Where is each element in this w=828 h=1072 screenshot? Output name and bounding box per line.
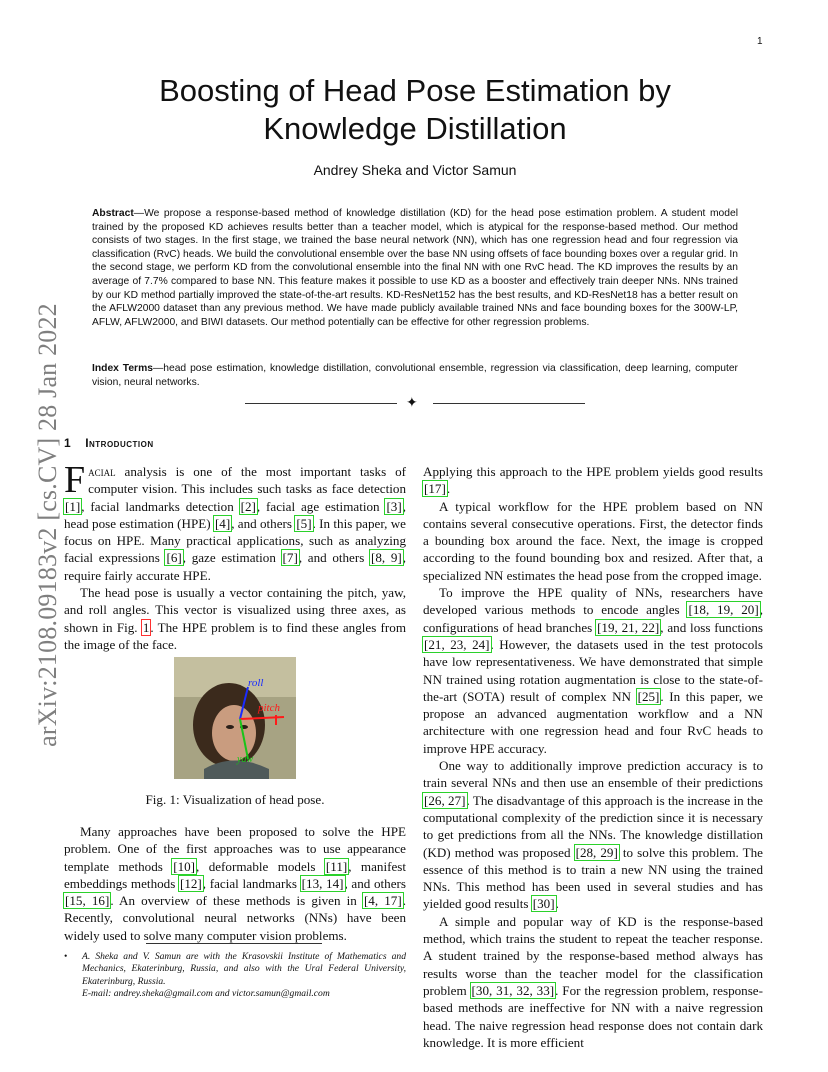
footnote-affiliation: A. Sheka and V. Samun are with the Krasovskii Institute of Mathematics and Mechanics, Ekaterinburg, Russia, and also with the Ural Federal University, Ekaterinburg, Russia.	[82, 951, 406, 987]
paragraph	[423, 913, 763, 1051]
text-run: To improve the HPE quality of NNs, researchers have developed various methods to encode angles	[423, 585, 763, 618]
roll-label: roll	[248, 677, 264, 689]
text-run: . An overview of these methods is given in	[110, 893, 363, 909]
text-run: . The HPE problem is to find these angles from the image of the face.	[64, 619, 407, 652]
figure-caption: Fig. 1: Visualization of head pose.	[145, 792, 325, 807]
text-run: , manifest embeddings methods	[64, 858, 406, 891]
citation-link[interactable]: [2]	[240, 498, 256, 514]
section-title: Introduction	[85, 436, 154, 450]
citation-link[interactable]: [19, 21, 22]	[597, 619, 660, 635]
text-run: The head pose is usually a vector containing the pitch, yaw, and roll angles. This vector is visualized using three axes, as shown in Fig.	[64, 585, 406, 635]
intro-left-column-continued	[64, 823, 406, 944]
text-run: . In this paper, we focus on HPE. Many practical applications, such as analyzing facial expressions	[64, 515, 406, 566]
citation-link[interactable]: [12]	[179, 875, 202, 891]
citation-link[interactable]: [18, 19, 20]	[688, 602, 759, 618]
paragraph	[423, 584, 763, 757]
text-run: , head pose estimation (HPE)	[64, 498, 406, 531]
text-run: Applying this approach to the HPE problem yields good results	[423, 464, 763, 479]
text-run: , gaze estimation	[182, 550, 282, 566]
text-run: Many approaches have been proposed to solve the HPE problem. One of the first approaches was to use appearance template methods	[64, 824, 406, 874]
text-run: , facial landmarks	[202, 875, 301, 891]
footnote-rule	[146, 943, 322, 944]
section-heading	[64, 436, 154, 450]
text-run: .	[555, 896, 559, 912]
citation-link[interactable]: [26, 27]	[424, 792, 466, 808]
paragraph: A typical workflow for the HPE problem based on NN contains several consecutive operations. First, the detector finds a bounding box around the face. Next, the image is cropped according to the found bounding box and resized. After that, a specialized NN estimates the head pose from the cropped image.	[423, 498, 763, 583]
figure-reference-link[interactable]: 1	[142, 619, 150, 635]
footnote-email: E-mail: andrey.sheka@gmail.com and victor.samun@gmail.com	[82, 988, 330, 1000]
arxiv-identifier[interactable]: arXiv:2108.09183v2 [cs.CV] 28 Jan 2022	[33, 303, 62, 747]
paragraph	[64, 584, 406, 653]
citation-link[interactable]: [5]	[296, 515, 312, 531]
citation-link[interactable]: [3]	[386, 498, 402, 514]
text-run: to solve this problem. The essence of this method is to train a new NN using the trained NNs. This method has been used in several studies and has yielded good results	[423, 844, 763, 912]
divider-star-icon: ✦	[406, 395, 418, 411]
paper-authors: Andrey Sheka and Victor Samun	[313, 162, 517, 178]
intro-right-column	[423, 463, 763, 1051]
citation-link[interactable]: [30, 31, 32, 33]	[471, 982, 555, 998]
citation-link[interactable]: [21, 23, 24]	[424, 636, 490, 652]
head-pose-image	[174, 657, 296, 779]
text-run: analysis is one of the most important tasks of computer vision. This includes such tasks as face detection	[88, 464, 406, 497]
citation-link[interactable]: [15, 16]	[65, 893, 110, 909]
paragraph	[423, 757, 763, 913]
text-run: One way to additionally improve prediction accuracy is to train several NNs and then use an ensemble of their predictions	[423, 758, 763, 791]
text-run: . However, the datasets used in the test protocols have low representativeness. We have demonstrated that simple NN trained using rotation augmentation is close to the state-of-the-art (SOTA) result of complex NN	[423, 636, 763, 704]
index-terms-label: Index Terms	[92, 363, 153, 374]
text-run: , and others	[298, 550, 370, 566]
yaw-label: yaw	[237, 754, 254, 765]
citation-link[interactable]: [8, 9]	[370, 550, 402, 566]
footnote-bullet: •	[64, 951, 68, 962]
text-run: , and others	[344, 875, 406, 891]
paragraph	[64, 823, 406, 944]
section-number: 1	[64, 436, 72, 450]
citation-link[interactable]: [17]	[424, 481, 446, 497]
text-run: , and others	[231, 515, 296, 531]
citation-link[interactable]: [6]	[166, 550, 182, 566]
intro-left-column	[64, 459, 407, 653]
abstract-label: Abstract	[92, 208, 134, 219]
paragraph	[423, 463, 763, 498]
text-run: . In this paper, we propose an advanced augmentation workflow and a NN architecture with one regression head and four RvC heads to improve HPE accuracy.	[423, 688, 763, 756]
paragraph	[64, 459, 407, 584]
dropcap-continuation: acial	[88, 464, 116, 479]
index-terms	[92, 362, 738, 389]
dropcap: F	[64, 459, 86, 501]
page-number: 1	[757, 36, 763, 47]
text-run: , facial landmarks detection	[81, 498, 240, 514]
text-run: , facial age estimation	[256, 498, 386, 514]
index-terms-text: —head pose estimation, knowledge distillation, convolutional ensemble, regression via classification, deep learning, computer vision, neural networks.	[92, 363, 738, 388]
text-run: , require fairly accurate HPE.	[64, 550, 407, 583]
citation-link[interactable]: [4]	[214, 515, 231, 531]
text-run: . For the regression problem, response-based methods are ineffective for NN with a naive regression head. The naive regression head response does not contain dark knowledge. It is more efficient	[423, 982, 763, 1050]
citation-link[interactable]: [13, 14]	[301, 875, 344, 891]
citation-link[interactable]: [7]	[282, 550, 298, 566]
abstract	[92, 207, 738, 329]
citation-link[interactable]: [11]	[325, 858, 348, 874]
abstract-text: —We propose a response-based method of knowledge distillation (KD) for the head pose estimation problem. A student model trained by the proposed KD achieves results better than a teacher model, which is atypical for the response-based method. Our method consists of two stages. In the first stage, we trained the base neural network (NN), which has one regression head and four regression via classification (RvC) heads. We build the convolutional ensemble over the base NN using offsets of face bounding boxes over a regular grid. In the second stage, we perform KD from the convolutional ensemble into the final NN with one RvC head. The KD improves the results by an average of 7.7% compared to base NN. This feature makes it possible to use KD as a booster and effectively train deeper NNs. NNs trained by our KD method partially improved the state-of-the-art results. KD-ResNet152 has the best results, and KD-ResNet18 has a better result on the AFLW2000 dataset than any previous method. We have made publicly available trained NNs and face bounding boxes for the 300W-LP, AFLW, AFLW2000, and BIWI datasets. Our method potentially can be effective for other regression problems.	[92, 208, 738, 328]
citation-link[interactable]: [30]	[532, 896, 555, 912]
citation-link[interactable]: [4, 17]	[363, 893, 402, 909]
text-run: . The disadvantage of this approach is the increase in the computational complexity of the prediction since it is necessary to get predictions from all the NNs. The knowledge distillation (KD) method was proposed	[423, 792, 763, 860]
head-pose-figure	[174, 657, 296, 779]
footnote-text	[82, 951, 406, 1001]
pitch-label: pitch	[258, 702, 280, 714]
citation-link[interactable]: [25]	[637, 688, 660, 704]
section-divider	[245, 395, 585, 413]
paper-title: Boosting of Head Pose Estimation by Knowledge Distillation	[159, 73, 671, 146]
text-run: , configurations of head branches	[423, 602, 763, 635]
text-run: . Recently, convolutional neural networks (NNs) have been widely used to solve many computer vision problems.	[64, 893, 406, 943]
author-footnote	[64, 951, 406, 1001]
citation-link[interactable]: [1]	[65, 498, 81, 514]
text-run: A simple and popular way of KD is the response-based method, which trains the student to repeat the teacher response. A student trained by the response-based method always has results worse than the teacher model for the classification problem	[423, 913, 763, 998]
text-run: , and loss functions	[660, 619, 763, 635]
citation-link[interactable]: [10]	[173, 858, 196, 874]
text-run: , deformable models	[196, 858, 325, 874]
citation-link[interactable]: [28, 29]	[575, 844, 618, 860]
text-run: .	[446, 481, 451, 497]
